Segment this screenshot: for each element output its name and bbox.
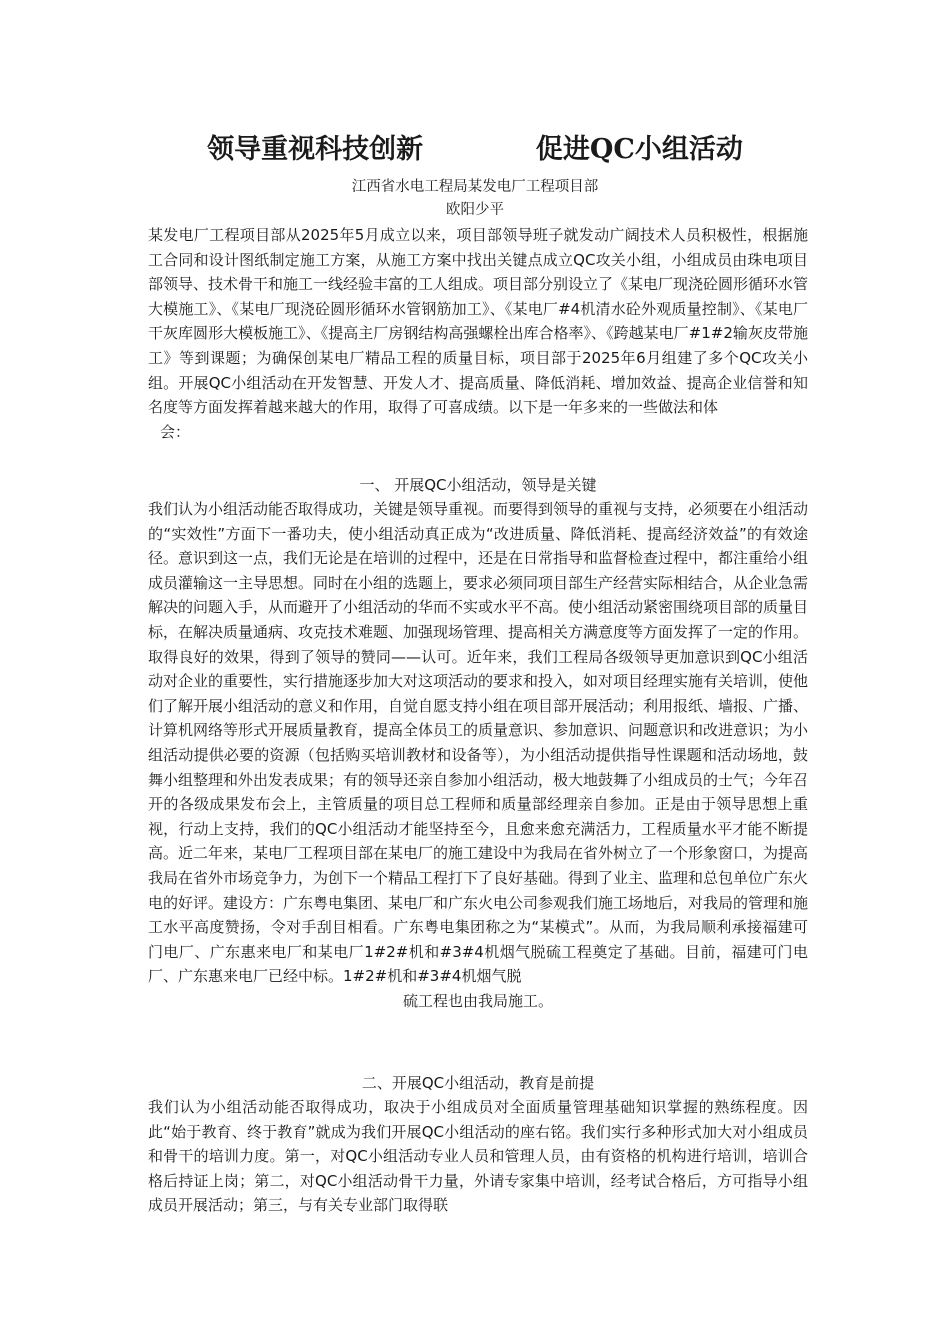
section-1-paragraph [148,497,808,1073]
section-2-heading: 二、开展QC小组活动，教育是前提 [361,1074,595,1092]
section-1-heading: 一、 开展QC小组活动，领导是关键 [359,476,597,494]
section-2-paragraph [148,1095,808,1220]
intro-tail: 会： [160,422,191,441]
intro-text: 某发电厂工程项目部从2025年5月成立以来，项目部领导班子就发动广阔技术人员积极性，根据施工合同和设计图纸制定施工方案，从施工方案中找出关键点成立QC攻关小组，小组成员由珠电项目部领导、技术骨干和施工一线经验丰富的工人组成。项目部分别设立了《某电厂现浇砼圆形循环水管大模施工》、《某电厂现浇砼圆形循环水管钢筋加工》、《某电厂#4机清水砼外观质量控制》、《某电厂干灰库圆形大模板施工》、《提高主厂房钢结构高强螺栓出库合格率》、《跨越某电厂#1#2输灰皮带施工》等到课题；为确保创某电厂精品工程的质量目标，项目部于2025年6月组建了多个QC攻关小组。开展QC小组活动在开发智慧、开发人才、提高质量、降低消耗、增加效益、提高企业信誉和知名度等方面发挥着越来越大的作用，取得了可喜成绩。以下是一年多来的一些做法和体 [148,226,808,417]
section-1-tail: 硫工程也由我局施工。 [402,991,553,1010]
section-2-text: 我们认为小组活动能否取得成功，取决于小组成员对全面质量管理基础知识掌握的熟练程度。因此“始于教育、终于教育”就成为我们开展QC小组活动的座右铭。我们实行多种形式加大对小组成员和骨干的培训力度。第一，对QC小组活动专业人员和管理人员，由有资格的机构进行培训，培训合格后持证上岗；第二，对QC小组活动骨干力量，外请专家集中培训，经考试合格后，方可指导小组成员开展活动；第三，与有关专业部门取得联 [148,1098,808,1215]
document-author: 欧阳少平 [446,202,504,218]
intro-paragraph [148,223,808,473]
document-title: 领导重视科技创新 促进QC小组活动 [207,134,743,165]
document-org: 江西省水电工程局某发电厂工程项目部 [351,179,599,195]
section-1-text: 我们认为小组活动能否取得成功，关键是领导重视。而要得到领导的重视与支持，必须要在小组活动的“实效性”方面下一番功夫，使小组活动真正成为“改进质量、降低消耗、提高经济效益”的有效途径。意识到这一点，我们无论是在培训的过程中，还是在日常指导和监督检查过程中，都注重给小组成员灌输这一主导思想。同时在小组的选题上，要求必须同项目部生产经营实际相结合，从企业急需解决的问题入手，从而避开了小组活动的华而不实或水平不高。使小组活动紧密围绕项目部的质量目标，在解决质量通病、攻克技术难题、加强现场管理、提高相关方满意度等方面发挥了一定的作用。取得良好的效果，得到了领导的赞同——认可。近年来，我们工程局各级领导更加意识到QC小组活动对企业的重要性，实行措施逐步加大对这项活动的要求和投入，如对项目经理实施有关培训，使他们了解开展小组活动的意义和作用，自觉自愿支持小组在项目部开展活动；利用报纸、墙报、广播、计算机网络等形式开展质量教育，提高全体员工的质量意识、参加意识、问题意识和改进意识；为小组活动提供必要的资源（包括购买培训教材和设备等），为小组活动提供指导性课题和活动场地，鼓舞小组整理和外出发表成果；有的领导还亲自参加小组活动，极大地鼓舞了小组成员的士气；今年召开的各级成果发布会上，主管质量的项目总工程师和质量部经理亲自参加。正是由于领导思想上重视，行动上支持，我们的QC小组活动才能坚持至今，且愈来愈充满活力，工程质量水平才能不断提高。近二年来，某电厂工程项目部在某电厂的施工建设中为我局在省外树立了一个形象窗口，为提高我局在省外市场竞争力，为创下一个精品工程打下了良好基础。得到了业主、监理和总包单位广东火电的好评。建设方：广东粤电集团、某电厂和广东火电公司参观我们施工场地后，对我局的管理和施工水平高度赞扬，令对手刮目相看。广东粤电集团称之为“某模式”。从而，为我局顺利承接福建可门电厂、广东惠来电厂和某电厂1#2#机和#3#4机烟气脱硫工程奠定了基础。目前，福建可门电厂、广东惠来电厂已经中标。1#2#机和#3#4机烟气脱 [148,500,808,986]
